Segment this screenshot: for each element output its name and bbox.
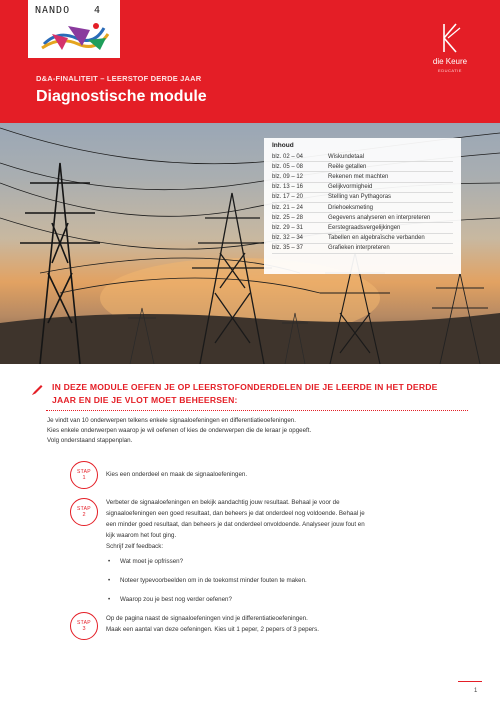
header-banner (0, 0, 500, 123)
logo-text: NANDO (35, 5, 71, 16)
step-label: STAP (77, 469, 91, 475)
contents-list (272, 152, 453, 254)
contents-box (264, 138, 461, 274)
step-2-line: Schrijf zelf feedback: (106, 543, 164, 550)
step-3-line: Maak een aantal van deze oefeningen. Kies uit 1 peper, 2 pepers of 3 pepers. (106, 626, 319, 633)
feedback-list (106, 557, 446, 614)
contents-pages: blz. 32 – 34 (272, 235, 304, 242)
logo-number: 4 (94, 5, 101, 16)
publisher-name: die Keure (432, 57, 468, 66)
contents-topic: Gelijkvormigheid (328, 184, 373, 191)
page-subtitle: D&A-FINALITEIT – LEERSTOF DERDE JAAR (36, 74, 202, 83)
footer-line (458, 681, 482, 682)
contents-topic: Eerstegraadsvergelijkingen (328, 224, 401, 231)
contents-topic: Wiskundetaal (328, 153, 365, 160)
contents-pages: blz. 21 – 24 (272, 204, 304, 211)
contents-topic: Rekenen met machten (328, 173, 389, 180)
power-lines-photo (0, 123, 500, 364)
step-2-badge (70, 498, 98, 526)
step-1-text: Kies een onderdeel en maak de signaaloefeningen. (106, 471, 248, 478)
contents-pages: blz. 13 – 16 (272, 184, 304, 191)
contents-topic: Tabellen en algebraïsche verbanden (328, 235, 425, 242)
publisher-logo (420, 22, 480, 78)
contents-row[interactable] (272, 244, 453, 254)
contents-pages: blz. 35 – 37 (272, 245, 304, 252)
step-2-line: signaaloefeningen een goed resultaat, dan beheers je dat onderdeel nog voldoende. Behaal je (106, 510, 365, 517)
contents-pages: blz. 25 – 28 (272, 214, 304, 221)
contents-row[interactable] (272, 152, 453, 162)
contents-topic: Stelling van Pythagoras (328, 194, 392, 201)
feedback-item: • Waarop zou je best nog verder oefenen? (106, 595, 446, 614)
contents-pages: blz. 09 – 12 (272, 173, 304, 180)
step-1-badge (70, 461, 98, 489)
intro-line-1: Je vindt van 10 onderwerpen telkens enkele signaaloefeningen en differentiatieoefeningen. (47, 417, 296, 424)
step-3-text (106, 613, 466, 635)
step-label: STAP (77, 620, 91, 626)
contents-row[interactable] (272, 234, 453, 244)
feedback-item: • Noteer typevoorbeelden om in de toekomst minder fouten te maken. (106, 576, 446, 595)
intro-line-3: Volg onderstaand stappenplan. (47, 437, 133, 444)
step-3-line: Op de pagina naast de signaaloefeningen vind je differentiatieoefeningen. (106, 615, 308, 622)
contents-title: Inhoud (272, 142, 294, 149)
contents-topic: Driehoeksmeting (328, 204, 374, 211)
step-label: STAP (77, 506, 91, 512)
contents-row[interactable] (272, 213, 453, 223)
logo-graphic-icon (38, 20, 112, 54)
page-number: 1 (474, 688, 478, 694)
feedback-item: • Wat moet je opfrissen? (106, 557, 446, 576)
contents-pages: blz. 29 – 31 (272, 224, 304, 231)
intro-heading: IN DEZE MODULE OEFEN JE OP LEERSTOFONDERDELEN DIE JE LEERDE IN HET DERDE JAAR EN DIE JE VLOT MOET BEHEERSEN: (52, 382, 438, 405)
step-2-line: Verbeter de signaaloefeningen en bekijk aandachtig jouw resultaat. Behaal je voor de (106, 499, 340, 506)
contents-topic: Reële getallen (328, 163, 367, 170)
contents-pages: blz. 05 – 08 (272, 163, 304, 170)
step-number: 1 (82, 475, 86, 481)
contents-pages: blz. 17 – 20 (272, 194, 304, 201)
contents-row[interactable] (272, 203, 453, 213)
step-2-line: kijk waarom het fout ging. (106, 532, 177, 539)
publisher-subtitle: EDUCATIE (438, 68, 462, 73)
contents-row[interactable] (272, 183, 453, 193)
contents-pages: blz. 02 – 04 (272, 153, 304, 160)
step-number: 3 (82, 626, 86, 632)
page-title: Diagnostische module (36, 88, 207, 105)
contents-row[interactable] (272, 162, 453, 172)
step-2-line: een minder goed resultaat, dan beheers je dat onderdeel onvoldoende. Analyseer jouw fout en (106, 521, 365, 528)
contents-topic: Grafieken interpreteren (328, 245, 390, 252)
contents-row[interactable] (272, 193, 453, 203)
contents-topic: Gegevens analyseren en interpreteren (328, 214, 431, 221)
intro-line-2: Kies enkele onderwerpen waarop je wil oefenen of kies de onderwerpen die de leraar je opgeeft. (47, 427, 312, 434)
step-2-text (106, 497, 466, 552)
step-number: 2 (82, 512, 86, 518)
contents-row[interactable] (272, 223, 453, 233)
nando-logo (28, 0, 120, 58)
contents-row[interactable] (272, 172, 453, 182)
intro-divider (46, 410, 468, 411)
step-3-badge (70, 612, 98, 640)
die-keure-logo-icon (420, 22, 480, 54)
pencil-icon (30, 383, 44, 397)
